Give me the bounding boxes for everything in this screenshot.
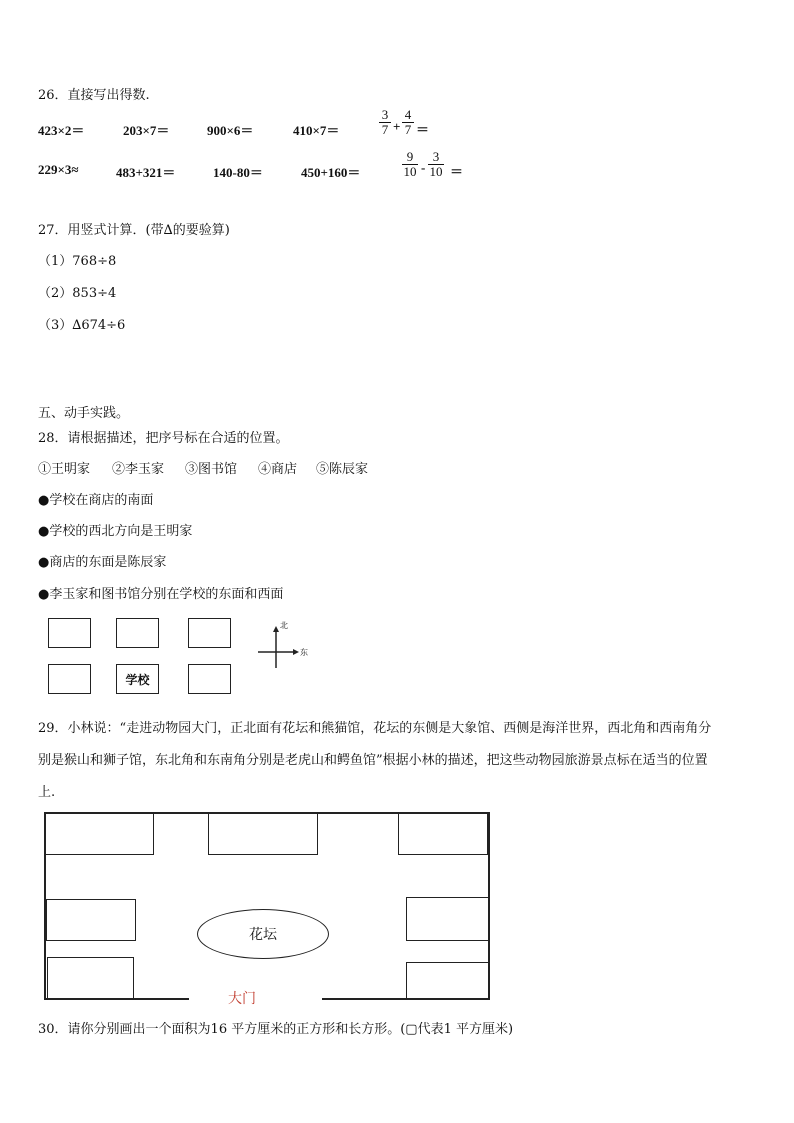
q28-option: ④商店: [258, 462, 298, 477]
q28-option: ⑤陈辰家: [316, 462, 369, 477]
q28-clue: ●学校在商店的南面: [38, 493, 154, 508]
q29-text: 上.: [38, 785, 56, 800]
blank-box[interactable]: [48, 618, 91, 648]
blank-box[interactable]: [208, 813, 318, 855]
denominator: 10: [403, 164, 417, 179]
q27-item: （1）768÷8: [38, 254, 117, 269]
section-title: 五、动手实践。: [38, 406, 130, 421]
q28-option: ③图书馆: [185, 462, 238, 477]
gate-label: 大门: [228, 991, 256, 1007]
blank-box[interactable]: [48, 664, 91, 694]
denominator: 10: [429, 164, 443, 179]
q29-text: 29．小林说：“走进动物园大门，正北面有花坛和熊猫馆，花坛的东侧是大象馆、西侧是海洋世界，西北角和西南角分: [38, 721, 712, 736]
q28-clue: ●商店的东面是陈辰家: [38, 555, 167, 570]
q27-item: （3）∆674÷6: [38, 318, 126, 333]
q28-title: 28．请根据描述，把序号标在合适的位置。: [38, 431, 289, 446]
denominator: 7: [404, 122, 412, 137]
calc-item: 450+160＝: [301, 165, 361, 180]
numerator: 3: [381, 107, 389, 122]
fraction: [402, 108, 414, 137]
blank-box[interactable]: [398, 813, 488, 855]
calc-item: 229×3≈: [38, 162, 79, 177]
equals: ＝: [450, 164, 464, 179]
flowerbed: [197, 909, 329, 959]
numerator: 3: [432, 149, 440, 164]
blank-box[interactable]: [116, 618, 159, 648]
q29-text: 别是猴山和狮子馆，东北角和东南角分别是老虎山和鳄鱼馆”根据小林的描述，把这些动物园旅游景点标在适当的位置: [38, 753, 708, 768]
school-box: [116, 664, 159, 694]
operator: -: [421, 160, 426, 175]
q27-item: （2）853÷4: [38, 286, 117, 301]
blank-box[interactable]: [47, 957, 134, 999]
q30-title: 30．请你分别画出一个面积为16 平方厘米的正方形和长方形。(▢代表1 平方厘米): [38, 1022, 514, 1037]
blank-box[interactable]: [46, 899, 136, 941]
numerator: 4: [404, 107, 412, 122]
school-label: 学校: [125, 672, 150, 687]
fraction: [402, 150, 418, 179]
q28-clue: ●李玉家和图书馆分别在学校的东面和西面: [38, 587, 284, 602]
calc-item: 410×7＝: [293, 123, 340, 138]
calc-item: 900×6＝: [207, 123, 254, 138]
blank-box[interactable]: [406, 897, 490, 941]
calc-item: 423×2＝: [38, 123, 85, 138]
equals: ＝: [416, 122, 430, 137]
operator: +: [393, 119, 401, 134]
fraction: [379, 108, 391, 137]
calc-item: 140-80＝: [213, 165, 263, 180]
fraction: [428, 150, 444, 179]
blank-box[interactable]: [188, 664, 231, 694]
numerator: 9: [406, 149, 414, 164]
east-label: 东: [300, 648, 308, 657]
flowerbed-label: 花坛: [249, 927, 277, 943]
q28-option: ②李玉家: [112, 462, 165, 477]
denominator: 7: [381, 122, 389, 137]
q26-title: 26．直接写出得数.: [38, 88, 150, 103]
blank-box[interactable]: [44, 813, 154, 855]
calc-item: 203×7＝: [123, 123, 170, 138]
q27-title: 27．用竖式计算．(带∆的要验算): [38, 223, 230, 238]
q28-clue: ●学校的西北方向是王明家: [38, 524, 193, 539]
calc-item: 483+321＝: [116, 165, 176, 180]
north-label: 北: [280, 621, 288, 630]
blank-box[interactable]: [406, 962, 490, 1000]
blank-box[interactable]: [188, 618, 231, 648]
q28-option: ①王明家: [38, 462, 91, 477]
